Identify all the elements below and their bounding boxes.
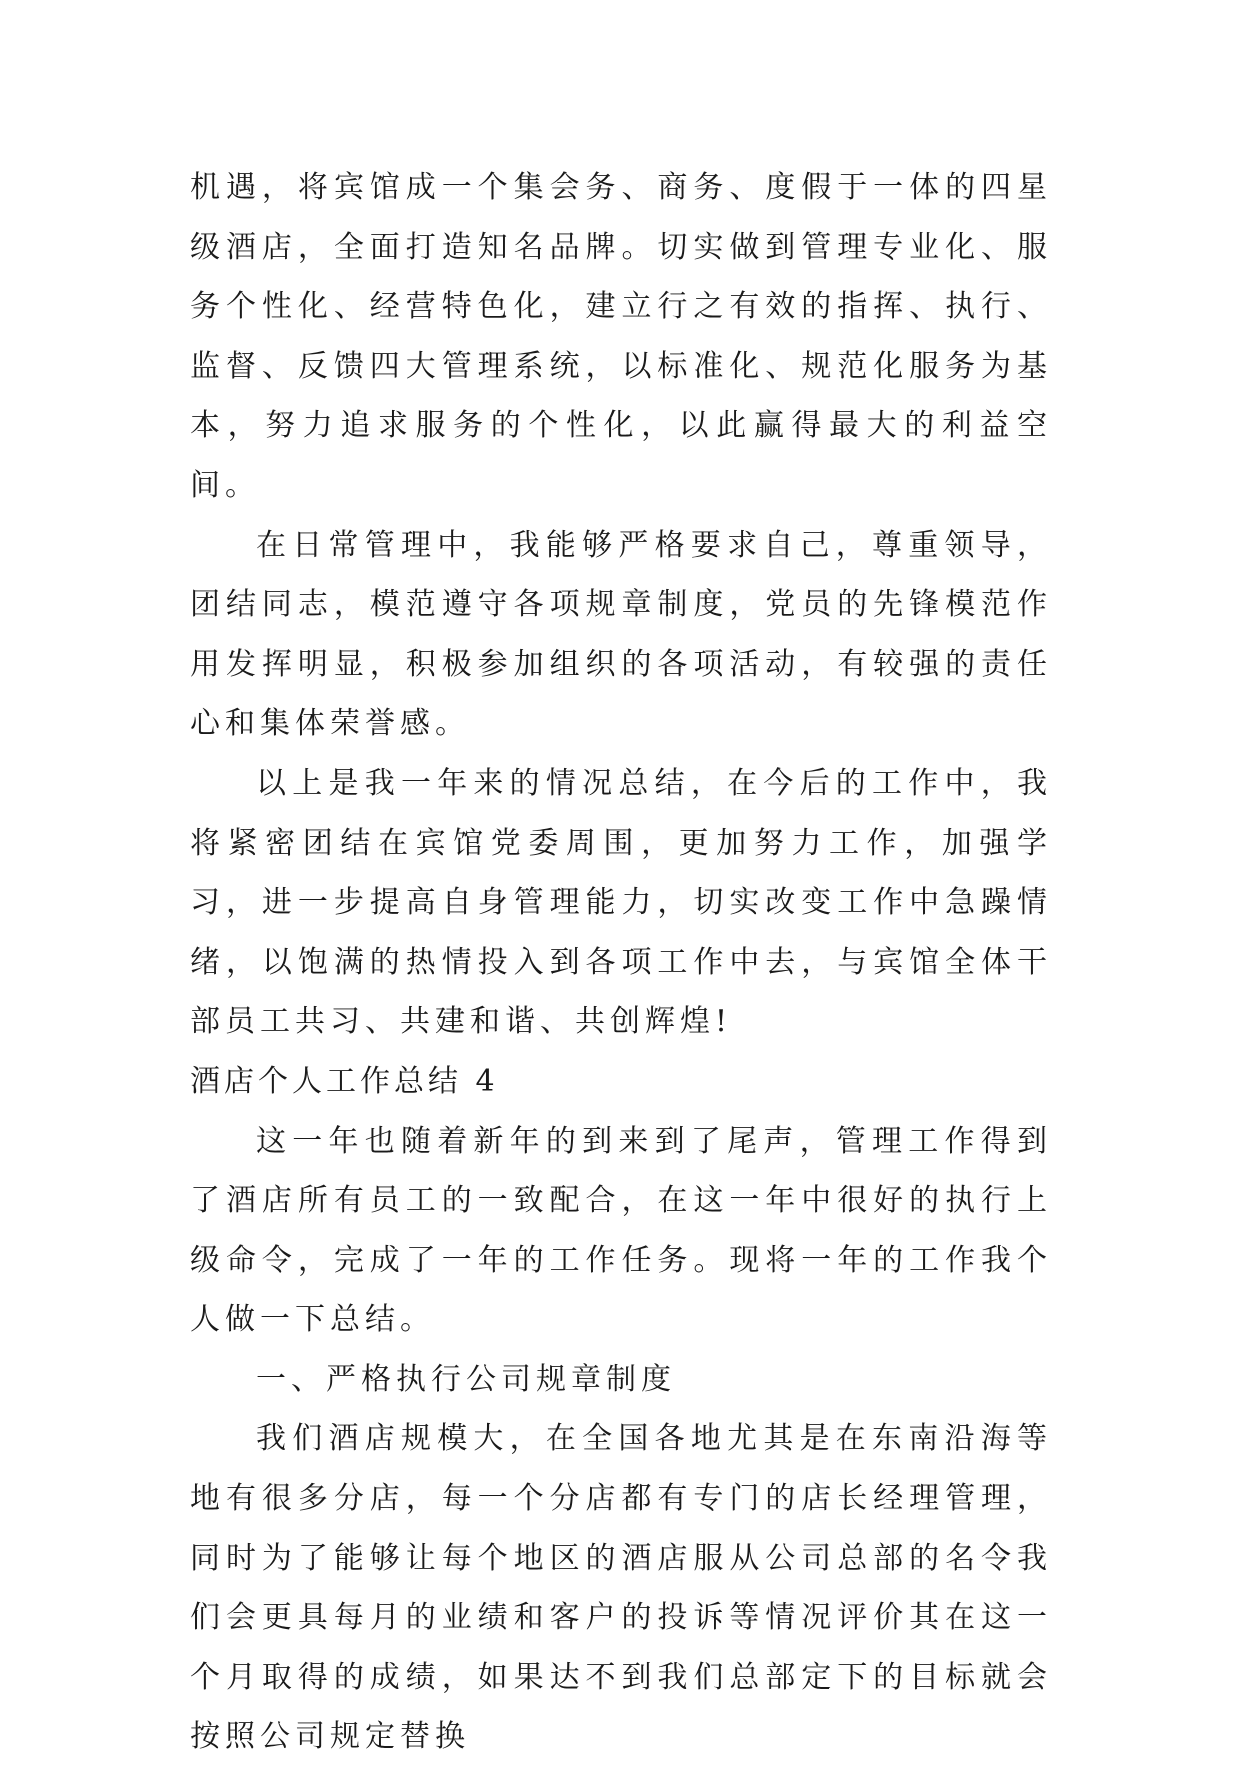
section-title: 酒店个人工作总结 4 bbox=[190, 1063, 499, 1099]
paragraph-summary-conclusion: 以上是我一年来的情况总结，在今后的工作中，我将紧密团结在宾馆党委周围，更加努力工作，加强学习，进一步提高自身管理能力，切实改变工作中急躁情绪，以饱满的热情投入到各项工作中去，与宾馆全体干部员工共习、共建和谐、共创辉煌! bbox=[190, 765, 1052, 1040]
subheading-rules: 一、严格执行公司规章制度 bbox=[256, 1361, 676, 1397]
paragraph-hotel-scale: 我们酒店规模大，在全国各地尤其是在东南沿海等地有很多分店，每一个分店都有专门的店长经理管理，同时为了能够让每个地区的酒店服从公司总部的名令我们会更具每月的业绩和客户的投诉等情况评价其在这一个月取得的成绩，如果达不到我们总部定下的目标就会按照公司规定替换 bbox=[190, 1421, 1052, 1755]
paragraph-continuation: 机遇，将宾馆成一个集会务、商务、度假于一体的四星级酒店，全面打造知名品牌。切实做到管理专业化、服务个性化、经营特色化，建立行之有效的指挥、执行、监督、反馈四大管理系统，以标准化、规范化服务为基本，努力追求服务的个性化，以此赢得最大的利益空间。 bbox=[190, 170, 1052, 503]
document-body bbox=[190, 158, 1052, 1767]
paragraph-year-intro: 这一年也随着新年的到来到了尾声，管理工作得到了酒店所有员工的一致配合，在这一年中很好的执行上级命令，完成了一年的工作任务。现将一年的工作我个人做一下总结。 bbox=[190, 1123, 1052, 1338]
paragraph-daily-management: 在日常管理中，我能够严格要求自己，尊重领导，团结同志，模范遵守各项规章制度，党员的先锋模范作用发挥明显，积极参加组织的各项活动，有较强的责任心和集体荣誉感。 bbox=[190, 527, 1052, 742]
